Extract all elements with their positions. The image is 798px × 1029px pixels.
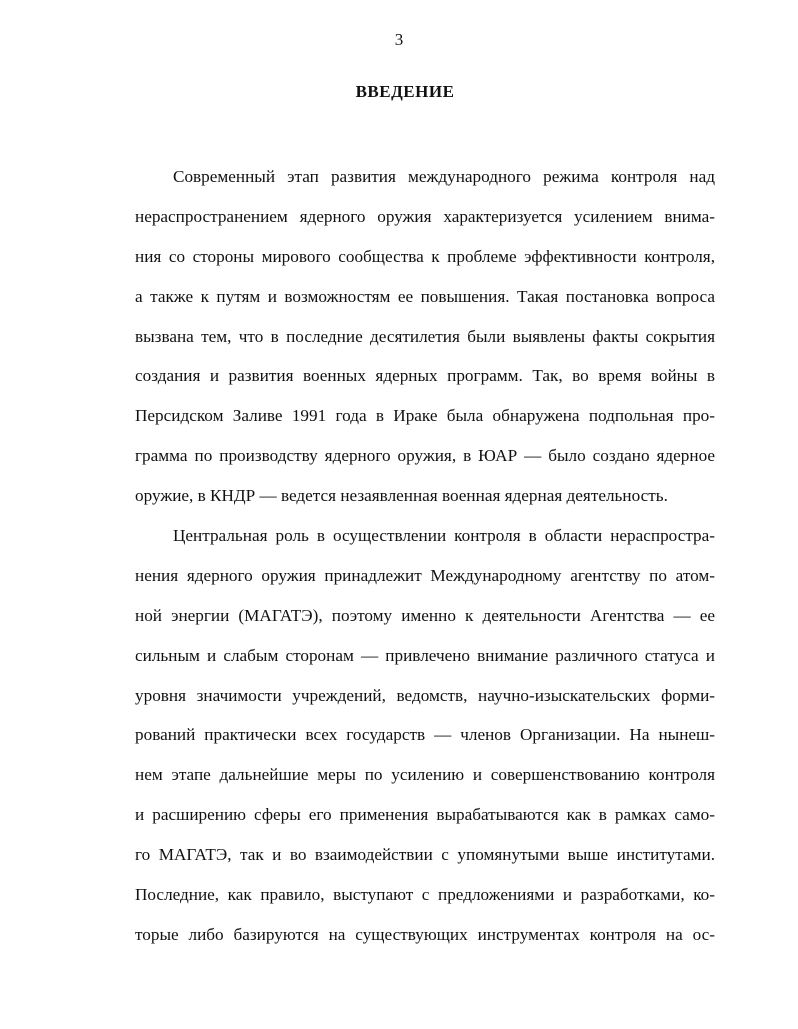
text-line: Современный этап развития международного режима контроля над: [173, 167, 715, 186]
text-line: а также к путям и возможностям ее повышения. Такая постановка вопроса: [135, 286, 715, 306]
text-line: Персидском Заливе 1991 года в Ираке была обнаружена подпольная про-: [135, 406, 715, 426]
section-heading: ВВЕДЕНИЕ: [355, 82, 455, 101]
text-line: торые либо базируются на существующих инструментах контроля на ос-: [135, 924, 715, 944]
text-line: грамма по производству ядерного оружия, в ЮАР — было создано ядерное: [135, 446, 715, 466]
page-number: 3: [394, 30, 404, 49]
text-line: нения ядерного оружия принадлежит Международному агентству по атом-: [135, 565, 715, 585]
text-line: создания и развития военных ядерных программ. Так, во время войны в: [135, 366, 715, 386]
text-line: нераспространением ядерного оружия характеризуется усилением внима-: [135, 206, 715, 226]
paragraph-2: [135, 521, 715, 960]
text-line: нем этапе дальнейшие меры по усилению и совершенствованию контроля: [135, 765, 715, 785]
text-line: ния со стороны мирового сообщества к проблеме эффективности контроля,: [135, 246, 715, 266]
paragraph-1: [135, 162, 715, 521]
text-line: сильным и слабым сторонам — привлечено внимание различного статуса и: [135, 645, 715, 665]
text-line: го МАГАТЭ, так и во взаимодействии с упомянутыми выше институтами.: [135, 845, 715, 865]
text-line: вызвана тем, что в последние десятилетия были выявлены факты сокрытия: [135, 326, 715, 346]
text-line: ной энергии (МАГАТЭ), поэтому именно к деятельности Агентства — ее: [135, 605, 715, 625]
text-line: уровня значимости учреждений, ведомств, научно-изыскательских форми-: [135, 685, 715, 705]
text-line: и расширению сферы его применения вырабатываются как в рамках само-: [135, 805, 715, 825]
text-line: Последние, как правило, выступают с предложениями и разработками, ко-: [135, 885, 715, 905]
text-line: оружие, в КНДР — ведется незаявленная военная ядерная деятельность.: [135, 486, 668, 506]
text-line: Центральная роль в осуществлении контроля в области нераспростра-: [173, 526, 715, 546]
body-text: [135, 162, 715, 960]
text-line: рований практически всех государств — членов Организации. На нынеш-: [135, 725, 715, 745]
